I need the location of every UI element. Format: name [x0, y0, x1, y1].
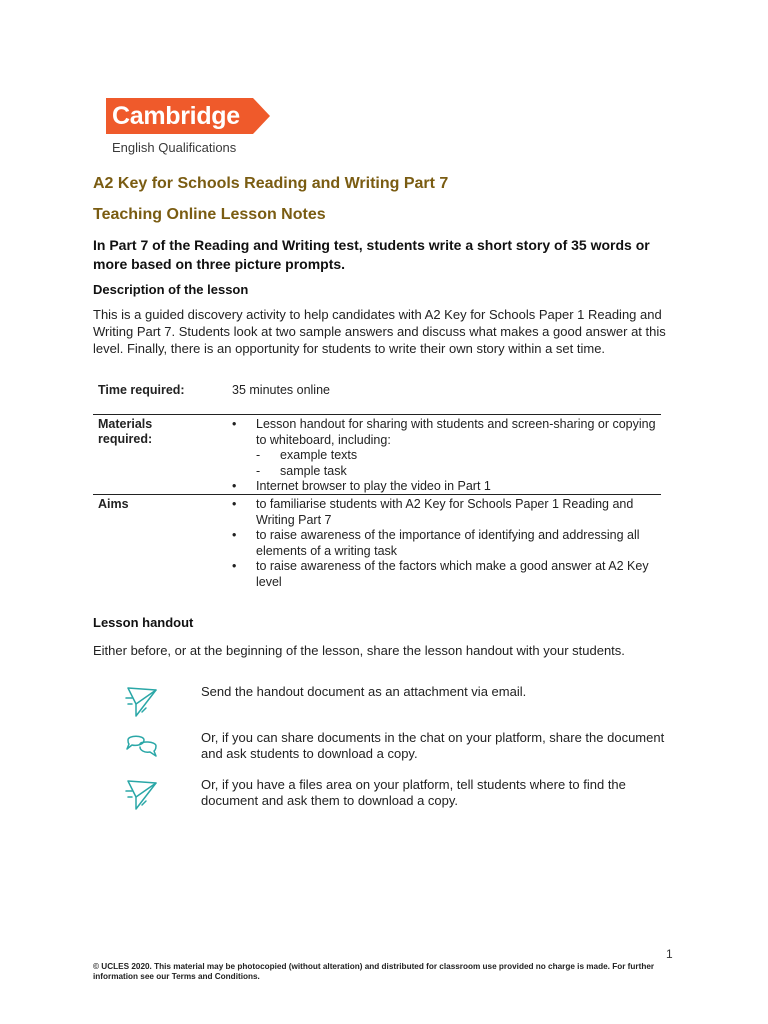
page-number: 1: [666, 947, 673, 961]
aims-list: [232, 497, 661, 590]
materials-item-text: Lesson handout for sharing with students and screen-sharing or copying to whiteboard, including:: [256, 417, 656, 447]
description-heading: Description of the lesson: [93, 282, 249, 297]
description-text: This is a guided discovery activity to help candidates with A2 Key for Schools Paper 1 Reading and Writing Part 7. Students look at two sample answers and discuss what makes a good answer at this level. Finally, there is an opportunity for students to write their own story within a set time.: [93, 307, 666, 356]
handout-option-text: Or, if you can share documents in the chat on your platform, share the document and ask students to download a copy.: [201, 730, 665, 761]
handout-text: Either before, or at the beginning of the lesson, share the lesson handout with your students.: [93, 643, 625, 658]
handout-heading: Lesson handout: [93, 615, 194, 630]
aims-label: Aims: [98, 497, 129, 511]
list-item: - sample task: [256, 464, 661, 480]
cambridge-logo: [106, 98, 271, 158]
list-item: • to raise awareness of the importance of identifying and addressing all elements of a writing task: [232, 528, 661, 559]
list-item: - example texts: [256, 448, 661, 464]
table-row-materials: [93, 415, 661, 495]
materials-value: [232, 415, 661, 498]
chat-bubbles-icon: [122, 730, 162, 766]
materials-sublist: [256, 448, 661, 479]
send-icon: [122, 684, 162, 720]
logo-subtitle: English Qualifications: [112, 140, 237, 155]
lesson-info-table: [93, 381, 661, 595]
list-item: [232, 417, 661, 479]
document-subtitle: Teaching Online Lesson Notes: [93, 206, 326, 223]
time-value: 35 minutes online: [232, 383, 330, 397]
send-icon: [122, 777, 162, 813]
table-row-time: [93, 381, 661, 415]
list-item: • to familiarise students with A2 Key for Schools Paper 1 Reading and Writing Part 7: [232, 497, 661, 528]
copyright-footer: © UCLES 2020. This material may be photocopied (without alteration) and distributed for classroom use provided no charge is made. For further information see our Terms and Conditions.: [93, 962, 655, 981]
intro-text: In Part 7 of the Reading and Writing test, students write a short story of 35 words or more based on three picture prompts.: [93, 237, 650, 272]
list-item: • to raise awareness of the factors which make a good answer at A2 Key level: [232, 559, 661, 590]
materials-label: Materials required:: [98, 417, 153, 446]
document-title: A2 Key for Schools Reading and Writing Part 7: [93, 175, 449, 192]
materials-list: [232, 417, 661, 495]
handout-option-text: Send the handout document as an attachment via email.: [201, 684, 527, 699]
time-label: Time required:: [98, 383, 185, 397]
aims-value: [232, 495, 661, 593]
logo-wordmark: Cambridge: [112, 102, 240, 130]
table-row-aims: [93, 495, 661, 595]
list-item: • Internet browser to play the video in Part 1: [232, 479, 661, 495]
handout-option-text: Or, if you have a files area on your platform, tell students where to find the document and ask them to download a copy.: [201, 777, 626, 808]
